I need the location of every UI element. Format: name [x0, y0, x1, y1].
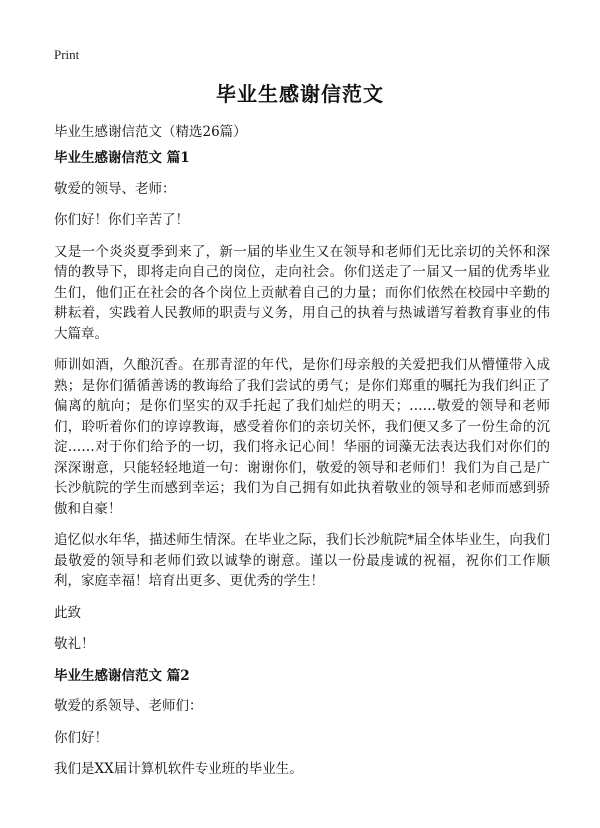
document-subtitle: 毕业生感谢信范文（精选26篇） [54, 124, 247, 140]
article-1-paragraph-1: 又是一个炎炎夏季到来了，新一届的毕业生又在领导和老师们无比亲切的关怀和深情的教导下，即将走向自己的岗位，走向社会。你们送走了一届又一届的优秀毕业生们，他们正在社会的各个岗位上贡献着自己的力量；而你们依然在校园中辛勤的耕耘着，实践着人民教师的职责与义务，用自己的执着与热诚谱写着教育事业的伟大篇章。 [54, 243, 550, 342]
article-1-heading: 毕业生感谢信范文 篇1 [54, 150, 190, 166]
article-1-closing-2: 敬礼！ [54, 636, 95, 652]
article-1-salutation: 敬爱的领导、老师： [54, 180, 176, 197]
print-link[interactable]: Print [54, 47, 80, 62]
article-1-closing-1: 此致 [54, 604, 81, 621]
article-1-greeting: 你们好！你们辛苦了！ [54, 212, 189, 228]
article-1-paragraph-3: 追忆似水年华，描述师生情深。在毕业之际，我们长沙航院*届全体毕业生，向我们最敬爱的领导和老师们致以诚挚的谢意。谨以一份最虔诚的祝福，祝你们工作顺利，家庭幸福！培育出更多、更优秀的学生！ [54, 532, 550, 589]
article-2-salutation: 敬爱的系领导、老师们： [54, 698, 203, 714]
article-2-greeting: 你们好！ [54, 729, 108, 746]
article-2-heading: 毕业生感谢信范文 篇2 [54, 667, 190, 684]
page-title: 毕业生感谢信范文 [216, 82, 384, 106]
article-2-paragraph-1: 我们是XX届计算机软件专业班的毕业生。 [54, 761, 303, 777]
article-1-paragraph-2: 师训如酒，久酿沉香。在那青涩的年代，是你们母亲般的关爱把我们从懵懂带入成熟；是你们循循善诱的教诲给了我们尝试的勇气；是你们郑重的嘱托为我们纠正了偏离的航向；是你们坚实的双手托起了我们灿烂的明天；……敬爱的领导和老师们，聆听着你们的谆谆教诲，感受着你们的亲切关怀，我们便又多了一份生命的沉淀……对于你们给予的一切，我们将永记心间！华丽的词藻无法表达我们对你们的深深谢意，只能轻轻地道一句：谢谢你们，敬爱的领导和老师们！我们为自己是广长沙航院的学生而感到幸运；我们为自己拥有如此执着敬业的领导和老师而感到骄傲和自豪！ [54, 357, 550, 517]
document-body [54, 148, 550, 791]
